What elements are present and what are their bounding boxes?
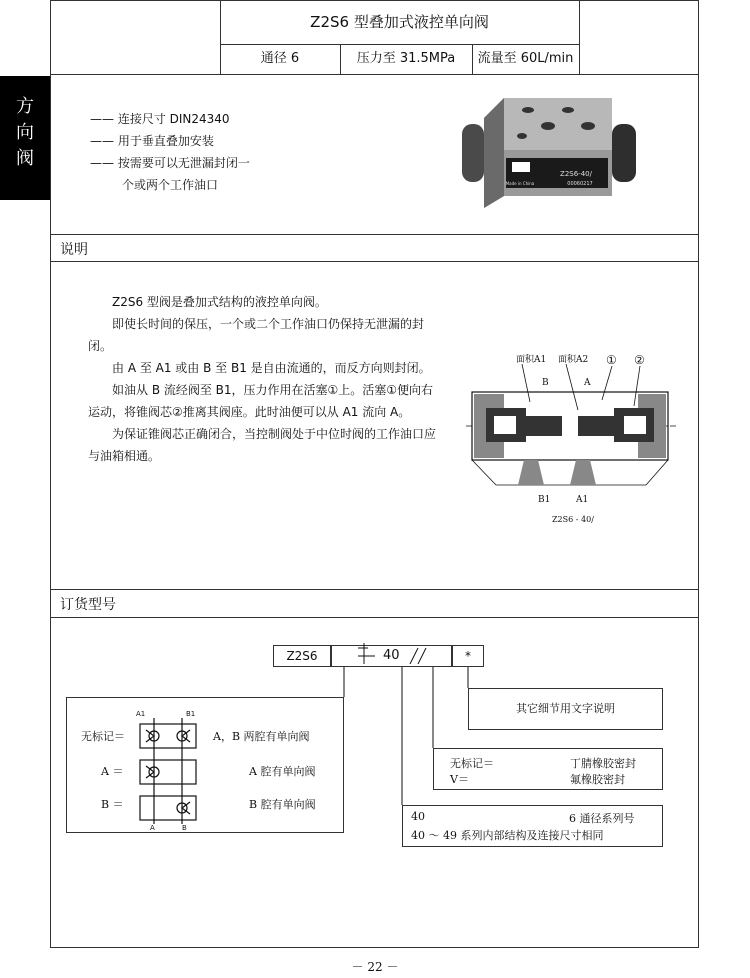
other-details-box: 其它细节用文字说明 [468, 688, 663, 730]
label-port-b: B [542, 378, 549, 388]
photo-origin: Made in China [505, 181, 535, 186]
variant-label-b: B ＝ [101, 798, 124, 811]
series-code: 40 [411, 810, 425, 823]
label-piston: ① [606, 353, 617, 367]
port-label-b1: B1 [186, 710, 196, 718]
label-port-b1: B1 [538, 495, 551, 505]
section-title-ordering: 订货型号 [60, 597, 116, 613]
seal-v-label: V＝ [450, 773, 469, 786]
side-tab-char: 阀 [16, 148, 34, 169]
port-label-b: B [182, 824, 187, 832]
label-area-a1: 面积A1 [516, 355, 547, 365]
series-box [402, 805, 663, 847]
description-paragraph: 即使长时间的保压，一个或二个工作油口仍保持无泄漏的封闭。 [88, 317, 425, 353]
variant-symbols [132, 708, 212, 832]
variant-label-a: A ＝ [101, 765, 124, 778]
seal-v-value: 氟橡胶密封 [570, 773, 625, 786]
port-label-a1: A1 [136, 710, 146, 718]
label-poppet: ② [634, 353, 645, 367]
description-paragraph: Z2S6 型阀是叠加式结构的液控单向阀。 [112, 295, 327, 309]
seal-box [433, 748, 663, 790]
series-value: 6 通径系列号 [569, 812, 635, 825]
variant-desc-a: A 腔有单向阀 [249, 765, 316, 778]
code-extra: * [452, 645, 484, 667]
code-model: Z2S6 [273, 645, 331, 667]
seal-none-value: 丁腈橡胶密封 [570, 757, 636, 770]
feature-item: 个或两个工作油口 [122, 178, 219, 192]
feature-item: —— 连接尺寸 DIN24340 [90, 112, 230, 126]
label-area-a2: 面积A2 [558, 355, 589, 365]
description-paragraph: 如油从 B 流经阀至 B1，压力作用在活塞①上。活塞①便向右运动，将锥阀芯②推离其阀座。此时油便可以从 A1 流向 A。 [88, 383, 434, 419]
variant-desc-b: B 腔有单向阀 [249, 798, 316, 811]
description-paragraph: 为保证锥阀芯正确闭合，当控制阀处于中位时阀的工作油口应与油箱相通。 [88, 427, 437, 463]
spec-pressure: 压力至 31.5MPa [356, 51, 456, 66]
variant-desc-none: A，B 两腔有单向阀 [213, 730, 310, 743]
side-tab-char: 方 [16, 96, 34, 117]
code-series: 40 [383, 648, 400, 663]
feature-item: —— 按需要可以无泄漏封闭一 [90, 156, 250, 170]
feature-item: —— 用于垂直叠加安装 [90, 134, 214, 148]
section-title-description: 说明 [60, 242, 88, 258]
spec-size: 通径 6 [260, 51, 300, 66]
drawing-caption: Z2S6 - 40/ [552, 515, 594, 524]
description-paragraph: 由 A 至 A1 或由 B 至 B1 是自由流通的，而反方向则封闭。 [112, 361, 431, 375]
spec-flow: 流量至 60L/min [477, 51, 574, 66]
page-title: Z2S6 型叠加式液控单向阀 [310, 13, 489, 31]
label-port-a: A [584, 378, 591, 388]
port-label-a: A [150, 824, 155, 832]
label-port-a1: A1 [576, 495, 589, 505]
page-number: － 22 － [351, 960, 399, 974]
variant-label-none: 无标记＝ [81, 730, 125, 743]
side-tab-char: 向 [16, 122, 34, 143]
photo-serial: 00060217 [567, 181, 593, 187]
photo-label: Z2S6-40/ [560, 170, 592, 178]
series-note: 40 ～ 49 系列内部结构及连接尺寸相同 [411, 829, 604, 842]
seal-none-label: 无标记＝ [450, 757, 494, 770]
